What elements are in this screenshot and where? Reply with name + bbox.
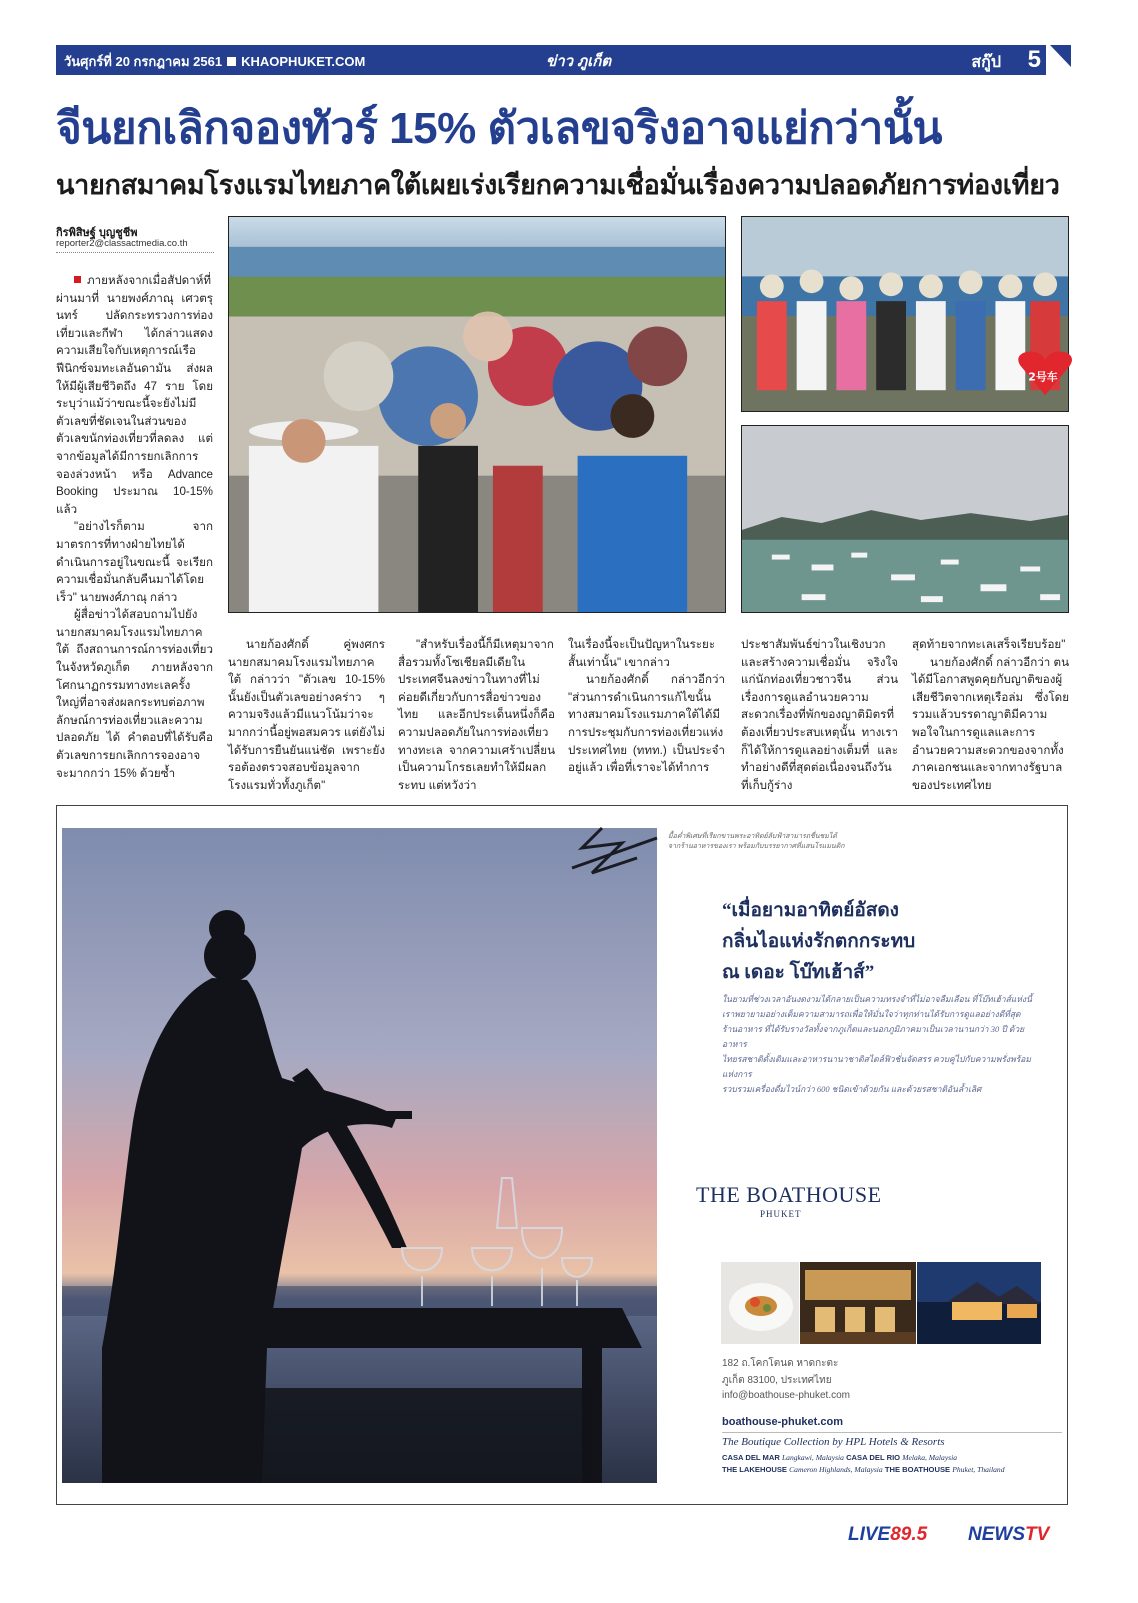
header-site[interactable]: KHAOPHUKET.COM — [241, 54, 366, 69]
sunset-dining-photo — [62, 828, 657, 1483]
square-divider-icon — [227, 57, 236, 66]
ad-body-line: เราพยายามอย่างเต็มความสามารถเพื่อให้มั่นใจว่าทุกท่านได้รับการดูแลอย่างดีที่สุด — [722, 1009, 1021, 1019]
ad-divider — [722, 1432, 1062, 1433]
ad-title-line: “เมื่อยามอาทิตย์อัสดง — [722, 900, 899, 921]
live-radio-logo — [848, 1524, 927, 1546]
property-location: Melaka, Malaysia — [902, 1453, 958, 1462]
article-paragraph: "อย่างไรก็ตาม จากมาตรการที่ทางฝ่ายไทยได้ดำเนินการอยู่ในขณะนี้ จะเรียกความเชื่อมั่นกลับคืนมาได้โดยเร็ว" นายพงศ์ภาณุ กล่าว — [56, 520, 213, 604]
news-logo-text: NEWS — [968, 1524, 1025, 1545]
article-column-5 — [741, 636, 898, 792]
article-paragraph: นายก้องศักดิ์ คู่พงศกร นายกสมาคมโรงแรมไทยภาคใต้ กล่าวว่า "ตัวเลข 10-15% นั้นยังเป็นตัวเลขอย่างคร่าว ๆ ความจริงแล้วมีแนวโน้มว่าจะมากกว่านี้อยู่พอสมควร แต่ยังไม่ได้รับการยืนยันแน่ชัด เพราะยังรอต้องตรวจสอบข้อมูลจากโรงแรมทั่วทั้งภูเก็ต" — [228, 638, 385, 792]
header-date: วันศุกร์ที่ 20 กรกฎาคม 2561 — [64, 54, 223, 69]
article-column-4 — [568, 636, 725, 784]
page-number: 5 — [1027, 46, 1041, 73]
property-name: THE LAKEHOUSE — [722, 1465, 787, 1474]
property-location: Cameron Highlands, Malaysia — [789, 1465, 883, 1474]
article-paragraph: ในเรื่องนี้จะเป็นปัญหาในระยะสั้นเท่านั้น" เขากล่าว — [568, 638, 716, 669]
harbor-boats-photo — [741, 425, 1069, 613]
ad-hotel-exterior-photo — [917, 1262, 1041, 1344]
article-column-1 — [56, 272, 213, 784]
ad-body-text — [722, 992, 1040, 1097]
article-paragraph: สุดท้ายจากทะเลเสร็จเรียบร้อย" — [912, 638, 1066, 651]
news-logo-suffix: TV — [1025, 1524, 1050, 1545]
property-location: Phuket, Thailand — [952, 1465, 1005, 1474]
newspaper-logo: ข่าว ภูเก็ต — [546, 53, 612, 70]
ad-body-line: ร้านอาหาร ที่ได้รับรางวัลทั้งจากภูเก็ตและนอกภูมิภาคมาเป็นเวลานานกว่า 30 ปี ด้วยอาหาร — [722, 1024, 1025, 1049]
article-column-3 — [398, 636, 555, 792]
byline-name: กิรพิสิษฐ์ บุญชูชีพ — [56, 227, 138, 239]
article-paragraph: ผู้สื่อข่าวได้สอบถามไปยังนายกสมาคมโรงแรมไทยภาคใต้ ถึงสถานการณ์การท่องเที่ยวในจังหวัดภูเก็ต ภายหลังจากโศกนาฏกรรมทางทะเลครั้งใหญ่ที่อาจส่งผลกระทบต่อภาพลักษณ์การท่องเที่ยวและความปลอดภัย ได้ คำตอบที่ได้รับคือตัวเลขการยกเลิกการจองอาจจะมากกว่า 15% ด้วยซ้ำ — [56, 608, 213, 780]
ad-body-line: รวบรวมเครื่องดื่มไวน์กว่า 600 ชนิดเข้าด้วยกัน และด้วยรสชาติอันล้ำเลิศ — [722, 1084, 982, 1094]
header-date-site — [64, 51, 365, 72]
subheadline: นายกสมาคมโรงแรมไทยภาคใต้เผยเร่งเรียกความเชื่อมั่นเรื่องความปลอดภัยการท่องเที่ยว — [56, 170, 1060, 200]
ad-body-line: ไทยรสชาติดั้งเดิมและอาหารนานาชาติสไตล์ฟิวชั่นจัดสรร ควบคู่ไปกับความพรั่งพร้อมแห่งการ — [722, 1054, 1031, 1079]
ad-title — [722, 895, 1022, 988]
property-name: THE BOATHOUSE — [884, 1465, 951, 1474]
byline-email[interactable]: reporter2@classactmedia.co.th — [56, 238, 188, 249]
article-paragraph: "สำหรับเรื่องนี้ก็มีเหตุมาจากสื่อรวมทั้งโซเชียลมีเดียในประเทศจีนลงข่าวในทางที่ไม่ค่อยดีเกี่ยวกับการสื่อข่าวของไทย และอีกประเด็นหนึ่งก็คือความปลอดภัยในการท่องเที่ยวทางทะเล จากความเศร้าเปลี่ยนเป็นความโกรธเลยทำให้มีผลกระทบ แต่หวังว่า — [398, 638, 555, 792]
article-column-2 — [228, 636, 385, 792]
ad-small-caption: มื้อค่ำพิเศษที่เรียกขานพระอาทิตย์ลับฟ้าสามารถชื่นชมได้จากร้านอาหารของเรา พร้อมกับบรรยากาศที่แสนโรแมนติก — [668, 833, 845, 850]
corner-arrow-icon — [1046, 45, 1071, 75]
byline-divider — [56, 252, 214, 253]
ad-body-line: ในยามที่ช่วงเวลาอันงดงามได้กลายเป็นความทรงจำที่ไม่อาจลืมเลือน ที่โบ๊ทเฮ้าส์แห่งนี้ — [722, 994, 1032, 1004]
article-paragraph: ภายหลังจากเมื่อสัปดาห์ที่ผ่านมาที่ นายพงศ์ภาณุ เศวตรุนทร์ ปลัดกระทรวงการท่องเที่ยวและกีฬา ได้กล่าวแสดงความเสียใจกับเหตุการณ์เรือฟีนิกซ์จมทะเลอันดามัน ส่งผลให้มีผู้เสียชีวิตถึง 47 ราย โดยระบุว่าแม้ว่าขณะนี้จะยังไม่มีตัวเลขที่ชัดเจนในส่วนของตัวเลขนักท่องเที่ยวที่ลดลง แต่จากข้อมูลได้มีการยกเลิกการจองล่วงหน้า หรือ Advance Booking ประมาณ 10-15% แล้ว — [56, 274, 213, 516]
boathouse-logo: THE BOATHOUSE — [696, 1182, 882, 1207]
article-paragraph: ประชาสัมพันธ์ข่าวในเชิงบวกและสร้างความเชื่อมั่น จริงใจแก่นักท่องเที่ยวชาวจีน ส่วนเรื่องการดูแลอำนวยความสะดวกเรื่องที่พักของญาติมิตรที่ต้องเที่ยวประสบเหตุนั้น ทางเราก็ได้ให้การดูแลอย่างเต็มที่ และทำอย่างดีที่สุดต่อเนื่องจนถึงวันที่เก็บกู้ร่าง — [741, 638, 898, 792]
ad-food-photo — [721, 1262, 799, 1344]
headline: จีนยกเลิกจองทัวร์ 15% ตัวเลขจริงอาจแย่กว่านั้น — [56, 104, 942, 153]
tourist-group-photo — [741, 216, 1069, 412]
header-bar — [56, 45, 1071, 75]
live-logo-frequency: 89.5 — [890, 1524, 928, 1545]
section-name: สกู๊ป — [971, 54, 1001, 71]
property-name: CASA DEL MAR — [722, 1453, 780, 1462]
ad-title-line: กลิ่นไอแห่งรักตกกระทบ — [722, 931, 916, 952]
ad-address-line: ภูเก็ต 83100, ประเทศไทย — [722, 1375, 832, 1386]
ad-title-line: ณ เดอะ โบ๊ทเฮ้าส์” — [722, 962, 875, 983]
live-logo-text: LIVE — [848, 1524, 891, 1545]
article-paragraph: นายก้องศักดิ์ กล่าวอีกว่า "ส่วนการดำเนินการแก้ไขนั้นทางสมาคมโรงแรมภาคใต้ได้มีการประชุมกับการท่องเที่ยวแห่งประเทศไทย (ททท.) เป็นประจำอยู่แล้ว เพื่อที่เราจะได้ทำการ — [568, 673, 725, 775]
ad-website-link[interactable]: boathouse-phuket.com — [722, 1416, 844, 1428]
news-tv-logo — [968, 1524, 1049, 1546]
ad-properties-line — [722, 1453, 957, 1462]
boathouse-logo-location: PHUKET — [760, 1209, 802, 1219]
photo-badge-text: 2号车 — [1028, 370, 1058, 384]
article-paragraph: นายก้องศักดิ์ กล่าวอีกว่า ตนได้มีโอกาสพูดคุยกับญาติของผู้เสียชีวิตจากเหตุเรือล่ม ซึ่งโดยรวมแล้วบรรดาญาติมีความพอใจในการดูแลและการอำนวยความสะดวกของจากทั้งภาคเอกชนและจากทางรัฐบาลของประเทศไทย — [912, 655, 1069, 792]
bullet-icon — [74, 276, 81, 283]
property-location: Langkawi, Malaysia — [781, 1453, 844, 1462]
tourist-crowd-photo — [228, 216, 726, 613]
ad-restaurant-interior-photo — [800, 1262, 916, 1344]
ad-address-line: 182 ถ.โคกโตนด หาดกะตะ — [722, 1358, 839, 1369]
ad-email-link[interactable]: info@boathouse-phuket.com — [722, 1390, 851, 1401]
ad-properties-line — [722, 1465, 1005, 1474]
article-column-6 — [912, 636, 1069, 792]
ad-collection-tagline: The Boutique Collection by HPL Hotels & Resorts — [722, 1436, 945, 1448]
property-name: CASA DEL RIO — [846, 1453, 901, 1462]
